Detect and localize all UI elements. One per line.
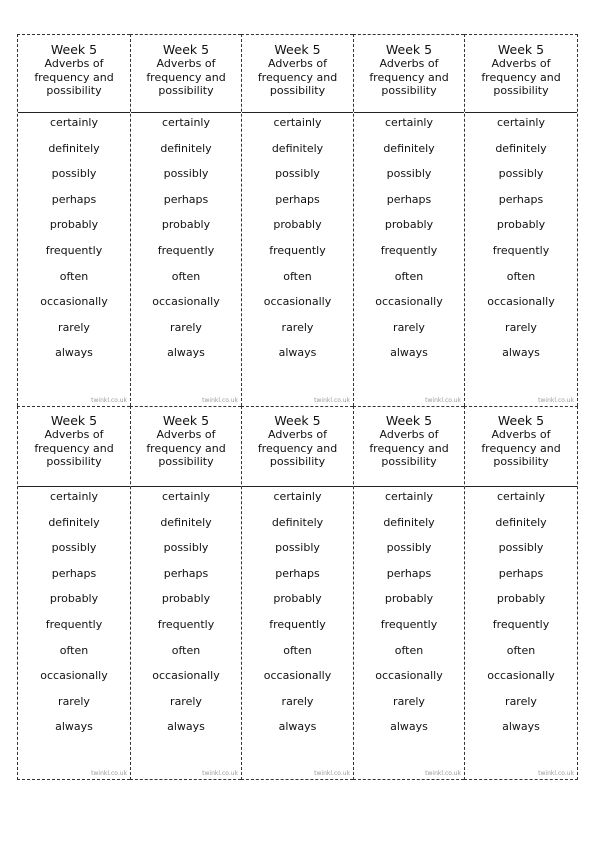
word-list: [354, 113, 464, 372]
word-item: perhaps: [386, 566, 432, 580]
word-item: often: [506, 269, 536, 283]
week-label: Week 5: [497, 42, 545, 57]
word-item: frequently: [45, 243, 103, 257]
word-item: possibly: [163, 167, 209, 181]
word-item: often: [394, 269, 424, 283]
word-item: rarely: [58, 694, 90, 708]
bookmark-sheet: [17, 34, 578, 780]
word-item: perhaps: [163, 192, 209, 206]
word-item: probably: [496, 592, 546, 606]
word-item: frequently: [380, 243, 438, 257]
bookmark-card: [464, 34, 578, 406]
word-item: certainly: [273, 116, 322, 129]
week-label: Week 5: [385, 42, 433, 57]
week-label: Week 5: [50, 42, 98, 57]
word-item: definitely: [48, 141, 100, 155]
word-list: [354, 487, 464, 746]
word-item: always: [55, 346, 93, 360]
word-item: occasionally: [152, 669, 220, 683]
word-item: occasionally: [487, 669, 555, 683]
bookmark-card: [353, 34, 464, 406]
word-item: rarely: [393, 694, 425, 708]
bookmark-card: [17, 406, 130, 780]
topic-title: Adverbs of frequency and possibility: [369, 428, 449, 468]
word-item: certainly: [385, 116, 433, 129]
word-item: perhaps: [275, 192, 320, 206]
word-item: definitely: [271, 515, 324, 529]
word-item: occasionally: [263, 669, 332, 683]
word-item: frequently: [269, 243, 326, 257]
word-item: definitely: [495, 141, 547, 155]
bookmark-card: [464, 406, 578, 780]
word-item: certainly: [50, 490, 98, 503]
credit-watermark: twinkl.co.uk: [91, 770, 127, 777]
word-item: always: [502, 346, 540, 360]
word-list: [131, 113, 241, 372]
word-item: possibly: [498, 167, 544, 181]
credit-watermark: twinkl.co.uk: [202, 397, 238, 404]
word-item: rarely: [505, 694, 537, 708]
word-item: frequently: [157, 243, 215, 257]
word-item: often: [59, 643, 89, 657]
word-item: rarely: [170, 320, 202, 334]
topic-title: Adverbs of frequency and possibility: [146, 428, 226, 468]
word-list: [465, 487, 577, 746]
word-item: definitely: [160, 515, 212, 529]
word-item: often: [171, 269, 201, 283]
word-item: possibly: [386, 167, 432, 181]
word-item: rarely: [505, 320, 537, 334]
bookmark-card: [241, 34, 353, 406]
word-item: often: [394, 643, 424, 657]
word-item: always: [390, 346, 428, 360]
word-item: often: [283, 643, 312, 657]
card-header: [18, 407, 130, 487]
word-item: always: [55, 720, 93, 734]
word-item: rarely: [58, 320, 90, 334]
credit-watermark: twinkl.co.uk: [425, 770, 461, 777]
word-item: definitely: [495, 515, 547, 529]
week-label: Week 5: [497, 413, 545, 428]
word-item: occasionally: [40, 669, 108, 683]
word-item: rarely: [170, 694, 202, 708]
credit-watermark: twinkl.co.uk: [538, 770, 574, 777]
word-item: rarely: [281, 694, 314, 708]
topic-title: Adverbs of frequency and possibility: [481, 428, 561, 468]
card-header: [354, 407, 464, 487]
bookmark-card: [241, 406, 353, 780]
word-item: rarely: [281, 320, 314, 334]
word-item: certainly: [162, 490, 210, 503]
word-item: definitely: [48, 515, 100, 529]
week-label: Week 5: [385, 413, 433, 428]
week-label: Week 5: [162, 42, 210, 57]
word-item: probably: [273, 218, 322, 232]
word-item: possibly: [386, 541, 432, 555]
word-list: [242, 487, 353, 746]
word-list: [18, 113, 130, 372]
word-item: probably: [384, 218, 434, 232]
word-list: [18, 487, 130, 746]
bookmark-card: [353, 406, 464, 780]
word-item: frequently: [492, 243, 550, 257]
topic-title: Adverbs of frequency and possibility: [257, 428, 338, 468]
word-item: certainly: [273, 490, 322, 503]
word-item: occasionally: [375, 669, 443, 683]
word-item: probably: [496, 218, 546, 232]
word-item: frequently: [157, 617, 215, 631]
topic-title: Adverbs of frequency and possibility: [146, 57, 226, 97]
card-header: [242, 35, 353, 113]
word-item: often: [283, 269, 312, 283]
card-header: [465, 407, 577, 487]
word-item: definitely: [271, 141, 324, 155]
word-item: always: [278, 720, 317, 734]
word-item: always: [390, 720, 428, 734]
word-list: [131, 487, 241, 746]
word-item: occasionally: [40, 295, 108, 309]
word-item: definitely: [383, 515, 435, 529]
credit-watermark: twinkl.co.uk: [314, 770, 350, 777]
word-item: perhaps: [275, 566, 320, 580]
week-label: Week 5: [274, 42, 321, 57]
word-item: certainly: [50, 116, 98, 129]
word-item: often: [171, 643, 201, 657]
word-item: frequently: [269, 617, 326, 631]
credit-watermark: twinkl.co.uk: [314, 397, 350, 404]
word-item: certainly: [497, 116, 545, 129]
word-item: perhaps: [51, 566, 97, 580]
word-item: always: [167, 346, 205, 360]
word-item: occasionally: [263, 295, 332, 309]
word-item: probably: [273, 592, 322, 606]
word-item: frequently: [380, 617, 438, 631]
card-header: [131, 35, 241, 113]
word-item: frequently: [492, 617, 550, 631]
word-item: perhaps: [498, 566, 544, 580]
word-item: possibly: [51, 541, 97, 555]
word-item: often: [59, 269, 89, 283]
word-item: certainly: [162, 116, 210, 129]
word-item: certainly: [385, 490, 433, 503]
card-header: [465, 35, 577, 113]
word-item: possibly: [498, 541, 544, 555]
word-item: possibly: [163, 541, 209, 555]
word-item: probably: [49, 218, 99, 232]
bookmark-card: [130, 34, 241, 406]
word-item: frequently: [45, 617, 103, 631]
word-item: always: [278, 346, 317, 360]
card-header: [18, 35, 130, 113]
card-row-top: [17, 34, 578, 406]
credit-watermark: twinkl.co.uk: [425, 397, 461, 404]
word-item: probably: [161, 592, 211, 606]
word-item: possibly: [51, 167, 97, 181]
card-header: [242, 407, 353, 487]
word-list: [465, 113, 577, 372]
bookmark-card: [17, 34, 130, 406]
week-label: Week 5: [274, 413, 321, 428]
week-label: Week 5: [162, 413, 210, 428]
topic-title: Adverbs of frequency and possibility: [34, 57, 114, 97]
word-item: probably: [384, 592, 434, 606]
credit-watermark: twinkl.co.uk: [91, 397, 127, 404]
word-item: definitely: [383, 141, 435, 155]
word-item: often: [506, 643, 536, 657]
credit-watermark: twinkl.co.uk: [538, 397, 574, 404]
word-item: probably: [49, 592, 99, 606]
credit-watermark: twinkl.co.uk: [202, 770, 238, 777]
week-label: Week 5: [50, 413, 98, 428]
card-row-bottom: [17, 406, 578, 780]
word-item: possibly: [275, 541, 320, 555]
word-item: perhaps: [51, 192, 97, 206]
word-item: rarely: [393, 320, 425, 334]
word-item: perhaps: [163, 566, 209, 580]
word-item: probably: [161, 218, 211, 232]
word-list: [242, 113, 353, 372]
word-item: possibly: [275, 167, 320, 181]
word-item: definitely: [160, 141, 212, 155]
topic-title: Adverbs of frequency and possibility: [34, 428, 114, 468]
word-item: perhaps: [498, 192, 544, 206]
word-item: occasionally: [487, 295, 555, 309]
word-item: perhaps: [386, 192, 432, 206]
topic-title: Adverbs of frequency and possibility: [369, 57, 449, 97]
word-item: occasionally: [375, 295, 443, 309]
word-item: always: [167, 720, 205, 734]
word-item: certainly: [497, 490, 545, 503]
card-header: [131, 407, 241, 487]
topic-title: Adverbs of frequency and possibility: [257, 57, 338, 97]
card-header: [354, 35, 464, 113]
bookmark-card: [130, 406, 241, 780]
topic-title: Adverbs of frequency and possibility: [481, 57, 561, 97]
word-item: occasionally: [152, 295, 220, 309]
word-item: always: [502, 720, 540, 734]
